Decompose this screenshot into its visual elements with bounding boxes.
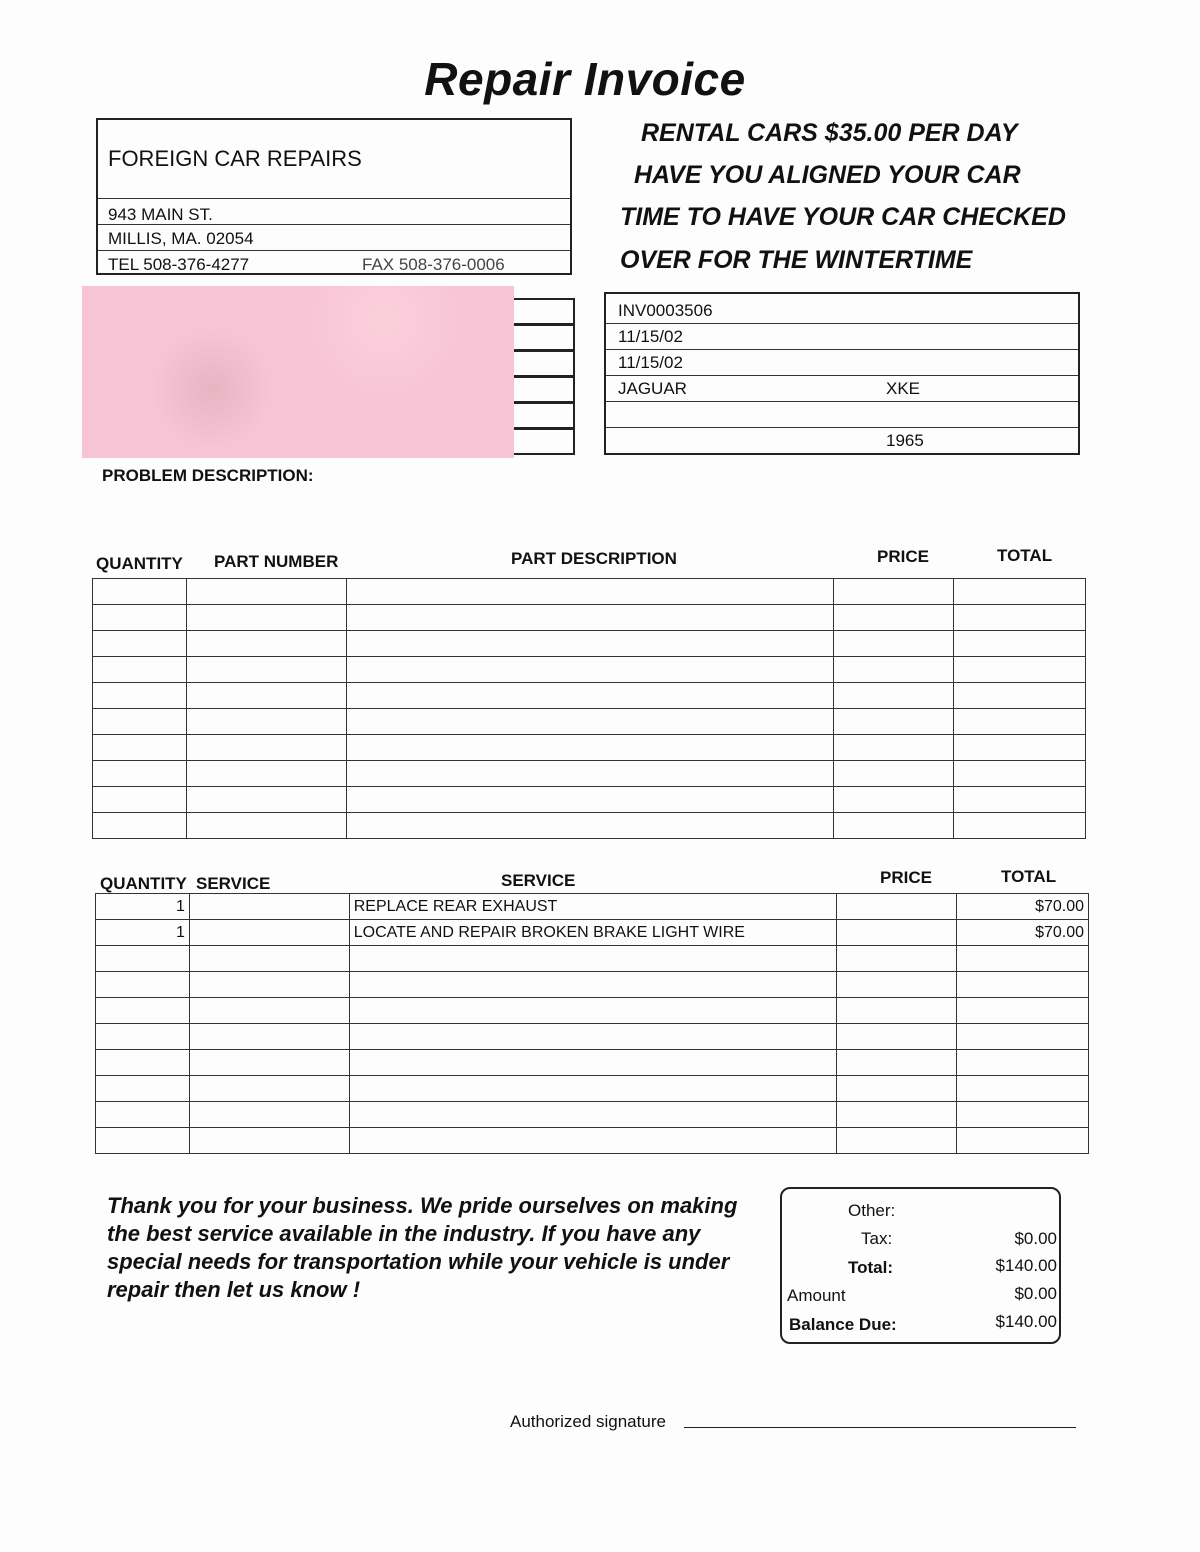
service-cell-quantity [96, 998, 190, 1024]
problem-description-label: PROBLEM DESCRIPTION: [102, 466, 314, 485]
vehicle-make: JAGUAR [618, 379, 687, 398]
parts-cell-part-number [186, 605, 346, 631]
parts-cell-price [834, 579, 954, 605]
service-cell-total: $70.00 [957, 920, 1089, 946]
service-cell-total [957, 1024, 1089, 1050]
service-cell-total [957, 1102, 1089, 1128]
parts-row [93, 761, 1086, 787]
parts-cell-price [834, 813, 954, 839]
parts-cell-total [954, 657, 1086, 683]
service-cell-description [349, 1076, 837, 1102]
company-name: FOREIGN CAR REPAIRS [108, 146, 362, 171]
parts-header-part-number: PART NUMBER [214, 552, 339, 571]
balance-due-value: $140.00 [995, 1312, 1057, 1331]
parts-cell-description [346, 761, 833, 787]
service-cell-price [837, 894, 957, 920]
parts-cell-part-number [186, 579, 346, 605]
service-cell-part-number [189, 1024, 349, 1050]
service-cell-total [957, 972, 1089, 998]
parts-cell-description [346, 605, 833, 631]
parts-cell-total [954, 631, 1086, 657]
service-row [96, 1128, 1089, 1154]
service-cell-part-number [189, 998, 349, 1024]
parts-cell-price [834, 657, 954, 683]
tax-label: Tax: [861, 1229, 893, 1248]
company-address-line2: MILLIS, MA. 02054 [98, 224, 570, 250]
services-header-total: TOTAL [1001, 867, 1057, 886]
parts-row [93, 709, 1086, 735]
total-value: $140.00 [995, 1256, 1057, 1275]
parts-cell-part-number [186, 735, 346, 761]
parts-cell-total [954, 735, 1086, 761]
service-cell-part-number [189, 1128, 349, 1154]
promo-line-4: OVER FOR THE WINTERTIME [620, 246, 973, 274]
parts-cell-description [346, 709, 833, 735]
parts-cell-quantity [93, 579, 187, 605]
service-row [96, 972, 1089, 998]
total-label: Total: [848, 1258, 894, 1277]
parts-header-price: PRICE [877, 547, 929, 566]
service-cell-part-number [189, 972, 349, 998]
service-cell-price [837, 998, 957, 1024]
parts-cell-total [954, 579, 1086, 605]
service-cell-quantity [96, 1128, 190, 1154]
parts-cell-description [346, 787, 833, 813]
parts-cell-price [834, 709, 954, 735]
service-cell-price [837, 1050, 957, 1076]
service-cell-description [349, 998, 837, 1024]
redacted-customer-info [82, 286, 514, 458]
other-label: Other: [848, 1201, 896, 1220]
service-cell-quantity: 1 [96, 894, 190, 920]
parts-row [93, 813, 1086, 839]
parts-cell-part-number [186, 631, 346, 657]
parts-cell-quantity [93, 709, 187, 735]
signature-line [684, 1427, 1076, 1428]
service-cell-description [349, 1024, 837, 1050]
service-row [96, 1050, 1089, 1076]
amount-value: $0.00 [1014, 1284, 1057, 1303]
services-table [95, 893, 1089, 1154]
totals-box [780, 1187, 1061, 1344]
service-cell-total: $70.00 [957, 894, 1089, 920]
parts-cell-quantity [93, 657, 187, 683]
parts-cell-price [834, 735, 954, 761]
service-row [96, 1024, 1089, 1050]
services-header-service-code: SERVICE [196, 874, 271, 893]
service-cell-part-number [189, 1076, 349, 1102]
parts-cell-total [954, 709, 1086, 735]
parts-cell-description [346, 657, 833, 683]
parts-header-description: PART DESCRIPTION [511, 549, 677, 568]
service-cell-description: REPLACE REAR EXHAUST [349, 894, 837, 920]
parts-cell-description [346, 579, 833, 605]
service-row [96, 1102, 1089, 1128]
parts-cell-quantity [93, 631, 187, 657]
parts-cell-description [346, 735, 833, 761]
invoice-info-box [604, 292, 1080, 455]
invoice-date-2: 11/15/02 [618, 353, 683, 372]
service-cell-price [837, 1102, 957, 1128]
service-cell-description: LOCATE AND REPAIR BROKEN BRAKE LIGHT WIRE [349, 920, 837, 946]
service-cell-total [957, 1050, 1089, 1076]
parts-cell-price [834, 761, 954, 787]
parts-cell-part-number [186, 761, 346, 787]
parts-header-total: TOTAL [997, 546, 1053, 565]
services-header-price: PRICE [880, 868, 932, 887]
service-cell-quantity [96, 1102, 190, 1128]
service-cell-part-number [189, 920, 349, 946]
vehicle-model: XKE [886, 379, 921, 398]
parts-table [92, 578, 1086, 839]
service-cell-price [837, 920, 957, 946]
service-cell-quantity [96, 946, 190, 972]
service-cell-quantity [96, 1076, 190, 1102]
parts-cell-description [346, 631, 833, 657]
parts-cell-total [954, 761, 1086, 787]
service-cell-quantity [96, 972, 190, 998]
company-telephone: TEL 508-376-4277 [108, 255, 250, 274]
service-cell-description [349, 946, 837, 972]
parts-cell-price [834, 605, 954, 631]
invoice-number: INV0003506 [618, 301, 713, 320]
thank-you-note: Thank you for your business. We pride ourselves on making the best service available in the industry. If you have any special needs for transportation while your vehicle is under repair then let us know ! [107, 1193, 738, 1302]
parts-cell-part-number [186, 787, 346, 813]
parts-row [93, 631, 1086, 657]
amount-label: Amount [787, 1286, 846, 1305]
service-cell-price [837, 1024, 957, 1050]
service-row [96, 1076, 1089, 1102]
parts-cell-part-number [186, 683, 346, 709]
service-cell-price [837, 1128, 957, 1154]
service-row [96, 920, 1089, 946]
service-cell-price [837, 972, 957, 998]
company-info-box [96, 118, 572, 275]
parts-cell-price [834, 683, 954, 709]
tax-value: $0.00 [1014, 1229, 1057, 1248]
company-address-line1: 943 MAIN ST. [98, 198, 570, 224]
invoice-date: 11/15/02 [618, 327, 683, 346]
parts-cell-description [346, 813, 833, 839]
parts-cell-part-number [186, 813, 346, 839]
service-cell-price [837, 946, 957, 972]
parts-cell-part-number [186, 657, 346, 683]
services-header-quantity: QUANTITY [100, 874, 187, 893]
service-cell-description [349, 1102, 837, 1128]
service-row [96, 998, 1089, 1024]
company-fax: FAX 508-376-0006 [362, 255, 505, 274]
balance-due-label: Balance Due: [789, 1315, 897, 1334]
parts-cell-quantity [93, 735, 187, 761]
parts-cell-quantity [93, 761, 187, 787]
services-header-service: SERVICE [501, 871, 576, 890]
parts-cell-quantity [93, 605, 187, 631]
parts-cell-quantity [93, 683, 187, 709]
parts-row [93, 605, 1086, 631]
service-cell-quantity: 1 [96, 920, 190, 946]
parts-cell-total [954, 605, 1086, 631]
service-cell-part-number [189, 946, 349, 972]
service-cell-description [349, 1050, 837, 1076]
parts-cell-part-number [186, 709, 346, 735]
service-cell-quantity [96, 1024, 190, 1050]
service-cell-part-number [189, 894, 349, 920]
service-row [96, 946, 1089, 972]
service-cell-quantity [96, 1050, 190, 1076]
promo-line-3: TIME TO HAVE YOUR CAR CHECKED [620, 203, 1066, 231]
service-cell-price [837, 1076, 957, 1102]
service-row [96, 894, 1089, 920]
service-cell-part-number [189, 1102, 349, 1128]
parts-cell-total [954, 683, 1086, 709]
parts-row [93, 579, 1086, 605]
service-cell-description [349, 1128, 837, 1154]
parts-cell-price [834, 631, 954, 657]
parts-row [93, 683, 1086, 709]
parts-header-quantity: QUANTITY [96, 554, 183, 573]
invoice-title: Repair Invoice [424, 53, 746, 105]
promo-line-2: HAVE YOU ALIGNED YOUR CAR [634, 161, 1021, 189]
parts-cell-total [954, 813, 1086, 839]
parts-row [93, 735, 1086, 761]
vehicle-year: 1965 [886, 431, 924, 450]
promo-line-1: RENTAL CARS $35.00 PER DAY [641, 119, 1018, 147]
parts-row [93, 787, 1086, 813]
parts-cell-quantity [93, 813, 187, 839]
parts-row [93, 657, 1086, 683]
service-cell-total [957, 946, 1089, 972]
service-cell-part-number [189, 1050, 349, 1076]
parts-cell-price [834, 787, 954, 813]
service-cell-total [957, 998, 1089, 1024]
parts-cell-quantity [93, 787, 187, 813]
authorized-signature-label: Authorized signature [510, 1412, 666, 1431]
parts-cell-description [346, 683, 833, 709]
service-cell-total [957, 1076, 1089, 1102]
parts-cell-total [954, 787, 1086, 813]
service-cell-total [957, 1128, 1089, 1154]
service-cell-description [349, 972, 837, 998]
